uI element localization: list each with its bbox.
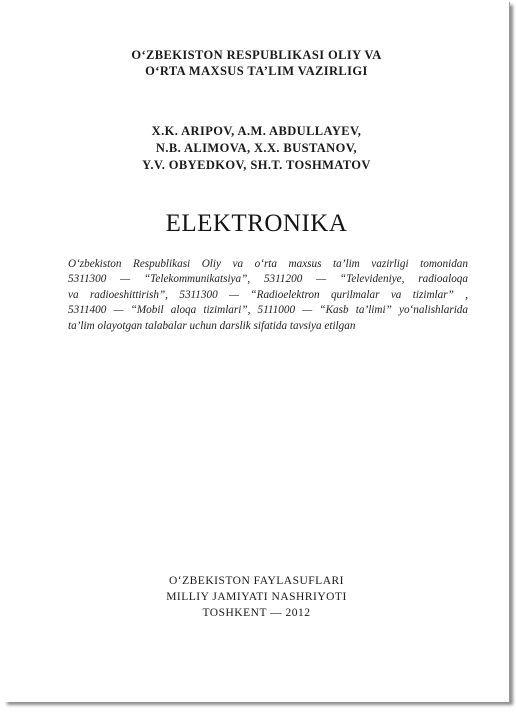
- recommendation-line-3: va radioeshittirish”, 5311300 — “Radioelektron qurilmalar va tizimlar” ,: [68, 288, 468, 301]
- authors-line-2: N.B. ALIMOVA, X.X. BUSTANOV,: [155, 141, 358, 155]
- publisher-line-2: MILLIY JAMIYATI NASHRIYOTI: [166, 591, 347, 603]
- authors-line-1: X.K. ARIPOV, A.M. ABDULLAYEV,: [151, 124, 362, 138]
- authors-line-3: Y.V. OBYEDKOV, SH.T. TOSHMATOV: [142, 158, 371, 172]
- ministry-heading: [4, 47, 509, 79]
- recommendation-line-5: ta’lim olayotgan talabalar uchun darslik sifatida tavsiya etilgan: [68, 319, 356, 332]
- publisher-block: [4, 573, 509, 621]
- publisher-city-year: TOSHKENT — 2012: [202, 607, 311, 619]
- recommendation-line-1: O‘zbekiston Respublikasi Oliy va o‘rta maxsus ta’lim vazirligi tomonidan: [68, 258, 468, 270]
- recommendation-line-4: 5311400 — “Mobil aloqa tizimlari”, 5111000 — “Kasb ta’limi” yo‘nalishlarida: [68, 304, 468, 317]
- recommendation-paragraph: [68, 257, 468, 334]
- ministry-line-1: O‘ZBEKISTON RESPUBLIKASI OLIY VA: [131, 48, 382, 62]
- recommendation-line-2: 5311300 — “Telekommunikatsiya”, 5311200 — “Televideniye, radioaloqa: [68, 273, 468, 286]
- title-page: [4, 2, 510, 702]
- ministry-line-2: O‘RTA MAXSUS TA’LIM VAZIRLIGI: [145, 64, 368, 78]
- publisher-line-1: O‘ZBEKISTON FAYLASUFLARI: [168, 575, 345, 587]
- book-title: ELEKTRONIKA: [165, 210, 348, 237]
- author-list: [4, 123, 509, 174]
